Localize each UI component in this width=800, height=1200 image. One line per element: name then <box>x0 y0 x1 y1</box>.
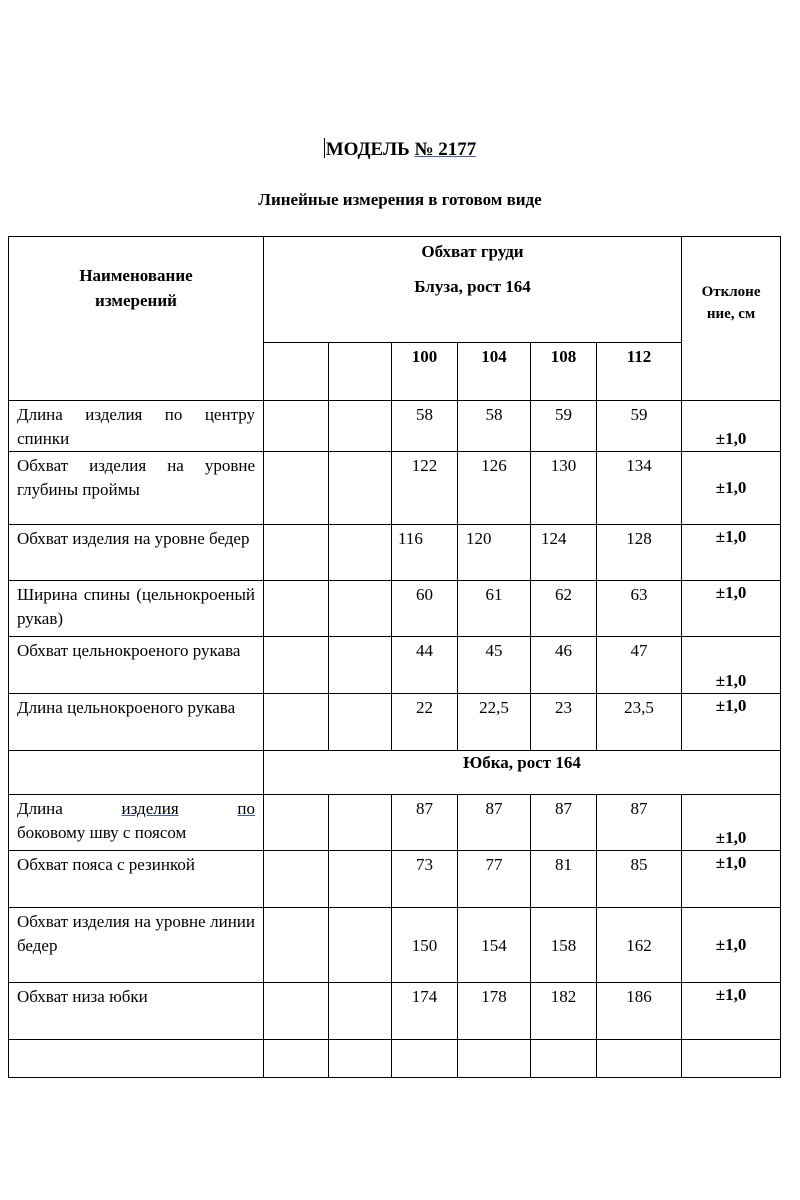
value-cell: 47 <box>597 637 682 694</box>
table-row <box>9 637 781 694</box>
value-cell: 154 <box>458 908 531 983</box>
header-chest-label: Обхват груди <box>421 242 524 261</box>
table-row <box>9 581 781 637</box>
empty-cell <box>264 401 329 452</box>
header-name-line2: измерений <box>95 291 177 310</box>
deviation-cell: ±1,0 <box>682 694 781 751</box>
value-cell: 61 <box>458 581 531 637</box>
table-row <box>9 908 781 983</box>
deviation-cell: ±1,0 <box>682 581 781 637</box>
name-word: Длина <box>17 799 63 818</box>
empty-cell <box>329 525 392 581</box>
value-cell: 124 <box>531 525 597 581</box>
value-cell: 178 <box>458 983 531 1040</box>
header-deviation-cell <box>682 237 781 401</box>
empty-cell <box>264 525 329 581</box>
value-cell: 158 <box>531 908 597 983</box>
empty-cell <box>264 343 329 401</box>
size-header: 104 <box>458 343 531 401</box>
value-cell: 77 <box>458 851 531 908</box>
empty-cell <box>329 401 392 452</box>
empty-cell <box>9 751 264 795</box>
value-cell: 134 <box>597 452 682 525</box>
title-number-sign: № <box>414 139 439 160</box>
empty-cell <box>329 795 392 851</box>
value-cell: 87 <box>392 795 458 851</box>
measurement-name-line1 <box>17 797 255 821</box>
value-cell: 23,5 <box>597 694 682 751</box>
value-cell: 60 <box>392 581 458 637</box>
empty-cell <box>597 1040 682 1078</box>
empty-cell <box>264 1040 329 1078</box>
table-row <box>9 525 781 581</box>
deviation-cell: ±1,0 <box>682 401 781 452</box>
value-cell: 62 <box>531 581 597 637</box>
measurement-name-line2: боковому шву с поясом <box>17 823 187 842</box>
value-cell: 87 <box>531 795 597 851</box>
title-model-number: 2177 <box>438 139 477 160</box>
empty-cell <box>329 983 392 1040</box>
measurement-name: Длина цельнокроеного рукава <box>9 694 264 751</box>
deviation-cell: ±1,0 <box>682 908 781 983</box>
empty-cell <box>264 581 329 637</box>
value-cell: 122 <box>392 452 458 525</box>
deviation-cell: ±1,0 <box>682 983 781 1040</box>
header-deviation-line1: Отклоне <box>701 284 761 300</box>
empty-cell <box>329 581 392 637</box>
value-cell: 150 <box>392 908 458 983</box>
value-cell: 44 <box>392 637 458 694</box>
empty-cell <box>264 851 329 908</box>
value-cell: 186 <box>597 983 682 1040</box>
header-chest-cell <box>264 237 682 343</box>
value-cell: 116 <box>392 525 458 581</box>
value-cell: 182 <box>531 983 597 1040</box>
empty-cell <box>329 452 392 525</box>
measurement-name: Обхват изделия на уровне бедер <box>9 525 264 581</box>
empty-cell <box>9 1040 264 1078</box>
measurements-table <box>8 236 781 1078</box>
empty-cell <box>264 452 329 525</box>
value-cell: 81 <box>531 851 597 908</box>
deviation-cell: ±1,0 <box>682 795 781 851</box>
value-cell: 128 <box>597 525 682 581</box>
empty-cell <box>329 851 392 908</box>
document-title <box>0 138 800 161</box>
empty-cell <box>264 637 329 694</box>
name-word: по <box>237 799 255 818</box>
value-cell: 59 <box>531 401 597 452</box>
empty-cell <box>264 795 329 851</box>
skirt-header: Юбка, рост 164 <box>264 751 781 795</box>
table-row <box>9 694 781 751</box>
empty-cell <box>329 1040 392 1078</box>
size-header: 100 <box>392 343 458 401</box>
empty-cell <box>329 908 392 983</box>
header-deviation-line2: ние, см <box>706 306 756 322</box>
empty-cell <box>329 694 392 751</box>
header-name-line1: Наименование <box>79 266 193 285</box>
value-cell: 59 <box>597 401 682 452</box>
empty-cell <box>329 637 392 694</box>
value-cell: 126 <box>458 452 531 525</box>
deviation-cell: ±1,0 <box>682 851 781 908</box>
value-cell: 58 <box>392 401 458 452</box>
value-cell: 63 <box>597 581 682 637</box>
value-cell: 87 <box>597 795 682 851</box>
skirt-header-row <box>9 751 781 795</box>
value-cell: 162 <box>597 908 682 983</box>
value-cell: 22 <box>392 694 458 751</box>
value-cell: 120 <box>458 525 531 581</box>
name-word: изделия <box>121 799 179 818</box>
measurement-name: Обхват пояса с резинкой <box>9 851 264 908</box>
table-row <box>9 983 781 1040</box>
measurement-name: Обхват изделия на уровне глубины проймы <box>9 452 264 525</box>
document-subtitle: Линейные измерения в готовом виде <box>258 190 542 209</box>
empty-cell <box>682 1040 781 1078</box>
deviation-cell: ±1,0 <box>682 637 781 694</box>
value-cell: 45 <box>458 637 531 694</box>
empty-cell <box>531 1040 597 1078</box>
value-cell: 130 <box>531 452 597 525</box>
size-header: 108 <box>531 343 597 401</box>
measurement-name: Обхват цельнокроеного рукава <box>9 637 264 694</box>
measurement-name: Обхват изделия на уровне линии бедер <box>9 908 264 983</box>
empty-cell <box>264 908 329 983</box>
value-cell: 174 <box>392 983 458 1040</box>
empty-cell <box>329 343 392 401</box>
value-cell: 87 <box>458 795 531 851</box>
table-row <box>9 851 781 908</box>
text-cursor <box>324 138 325 158</box>
value-cell: 23 <box>531 694 597 751</box>
title-prefix: МОДЕЛЬ <box>325 139 415 160</box>
measurement-name <box>9 795 264 851</box>
empty-cell <box>392 1040 458 1078</box>
value-cell: 22,5 <box>458 694 531 751</box>
empty-cell <box>264 694 329 751</box>
measurement-name: Ширина спины (цельнокроеный рукав) <box>9 581 264 637</box>
value-cell: 46 <box>531 637 597 694</box>
measurement-name: Длина изделия по центру спинки <box>9 401 264 452</box>
deviation-cell: ±1,0 <box>682 452 781 525</box>
header-blouse-label: Блуза, рост 164 <box>414 277 531 296</box>
empty-row <box>9 1040 781 1078</box>
size-header: 112 <box>597 343 682 401</box>
table-row <box>9 452 781 525</box>
header-name-cell <box>9 237 264 401</box>
deviation-cell: ±1,0 <box>682 525 781 581</box>
table-row <box>9 795 781 851</box>
empty-cell <box>458 1040 531 1078</box>
table-row <box>9 401 781 452</box>
measurement-name: Обхват низа юбки <box>9 983 264 1040</box>
value-cell: 58 <box>458 401 531 452</box>
empty-cell <box>264 983 329 1040</box>
value-cell: 73 <box>392 851 458 908</box>
value-cell: 85 <box>597 851 682 908</box>
